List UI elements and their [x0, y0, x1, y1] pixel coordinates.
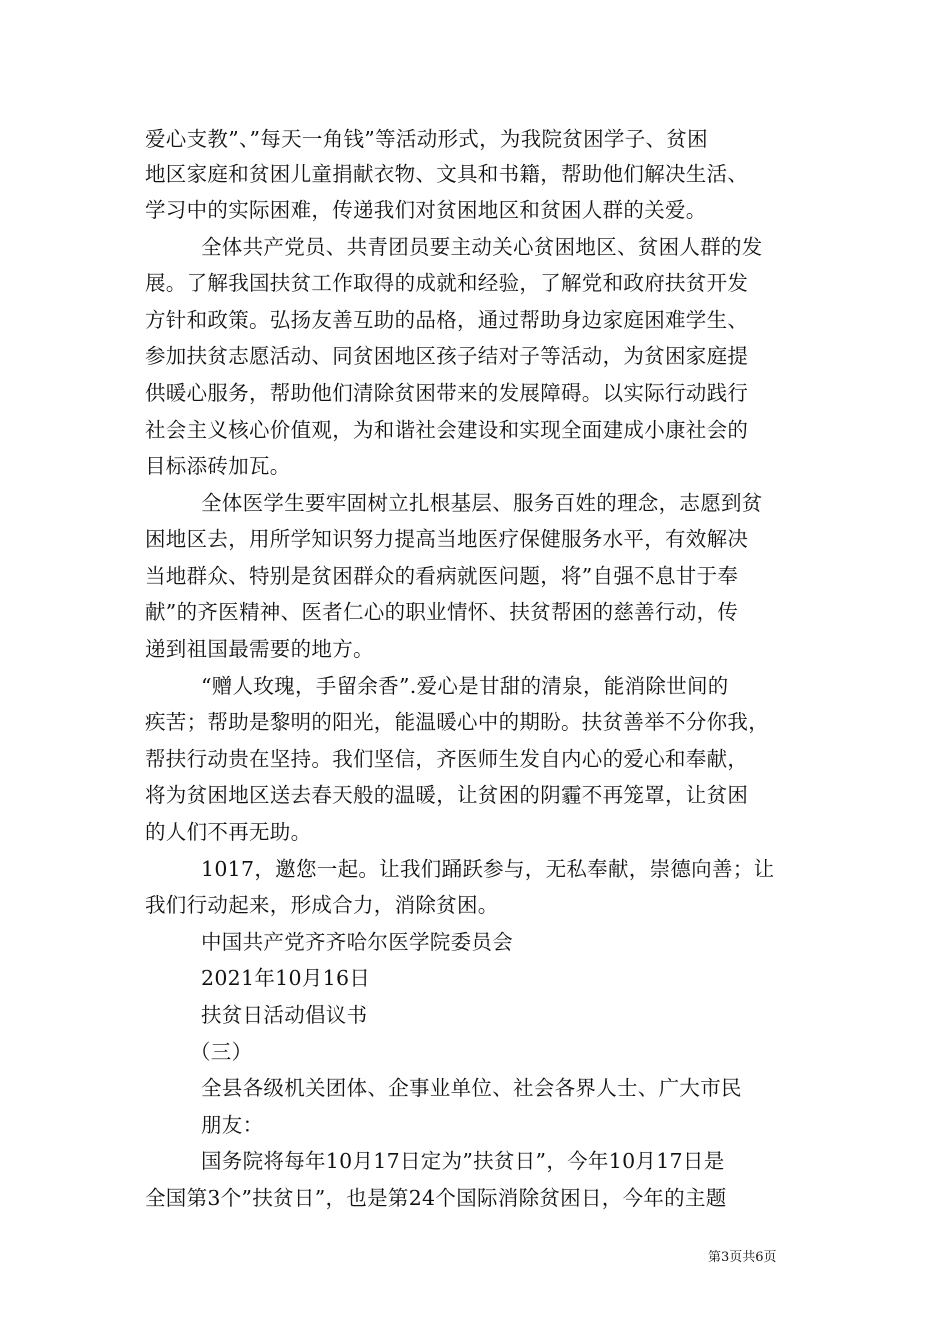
text-line: 递到祖国最需要的地方。 — [145, 637, 374, 661]
text-line: 我们行动起来，形成合力，消除贫困。 — [145, 893, 499, 917]
text-line: 的人们不再无助。 — [145, 820, 312, 844]
text-line: 地区家庭和贫困儿童捐献衣物、文具和书籍，帮助他们解决生活、 — [145, 162, 749, 186]
text-line: 展。了解我国扶贫工作取得的成就和经验，了解党和政府扶贫开发 — [145, 271, 749, 295]
text-line: 社会主义核心价值观，为和谐社会建设和实现全面建成小康社会的 — [145, 418, 749, 442]
text-line: 国务院将每年10月17日定为”扶贫日”，今年10月17日是 — [201, 1149, 725, 1173]
text-line: 1017，邀您一起。让我们踊跃参与，无私奉献，崇德向善；让 — [201, 857, 775, 881]
text-line: 全体医学生要牢固树立扎根基层、服务百姓的理念，志愿到贫 — [201, 491, 763, 515]
signature-organization: 中国共产党齐齐哈尔医学院委员会 — [201, 930, 513, 954]
page-number-footer: 第3页共6页 — [708, 1250, 777, 1265]
signature-date: 2021年10月16日 — [201, 966, 371, 990]
text-line: 参加扶贫志愿活动、同贫困地区孩子结对子等活动，为贫困家庭提 — [145, 344, 749, 368]
section-number: （三） — [190, 1040, 253, 1064]
text-line: 目标添砖加瓦。 — [145, 454, 291, 478]
text-line: 帮扶行动贵在坚持。我们坚信，齐医师生发自内心的爱心和奉献， — [145, 747, 749, 771]
text-line: 学习中的实际困难，传递我们对贫困地区和贫困人群的关爱。 — [145, 198, 707, 222]
text-line: 爱心支教”、”每天一角钱”等活动形式，为我院贫困学子、贫困 — [145, 127, 708, 151]
text-line: 献”的齐医精神、医者仁心的职业情怀、扶贫帮困的慈善行动，传 — [145, 600, 739, 624]
section-title: 扶贫日活动倡议书 — [201, 1003, 368, 1027]
text-line: 困地区去，用所学知识努力提高当地医疗保健服务水平，有效解决 — [145, 527, 749, 551]
text-line: 将为贫困地区送去春天般的温暖，让贫困的阴霾不再笼罩，让贫困 — [145, 783, 749, 807]
salutation-line: 朋友： — [201, 1113, 264, 1137]
salutation-line: 全县各级机关团体、企事业单位、社会各界人士、广大市民 — [201, 1076, 742, 1100]
text-line: 全体共产党员、共青团员要主动关心贫困地区、贫困人群的发 — [201, 235, 763, 259]
text-line: 供暖心服务，帮助他们清除贫困带来的发展障碍。以实际行动践行 — [145, 381, 749, 405]
text-line: 疾苦；帮助是黎明的阳光，能温暖心中的期盼。扶贫善举不分你我， — [145, 710, 769, 734]
text-line: “赠人玫瑰，手留余香”.爱心是甘甜的清泉，能消除世间的 — [201, 674, 729, 698]
text-line: 方针和政策。弘扬友善互助的品格，通过帮助身边家庭困难学生、 — [145, 308, 749, 332]
text-line: 全国第3个”扶贫日”，也是第24个国际消除贫困日，今年的主题 — [145, 1186, 727, 1210]
text-line: 当地群众、特别是贫困群众的看病就医问题，将”自强不息甘于奉 — [145, 564, 739, 588]
